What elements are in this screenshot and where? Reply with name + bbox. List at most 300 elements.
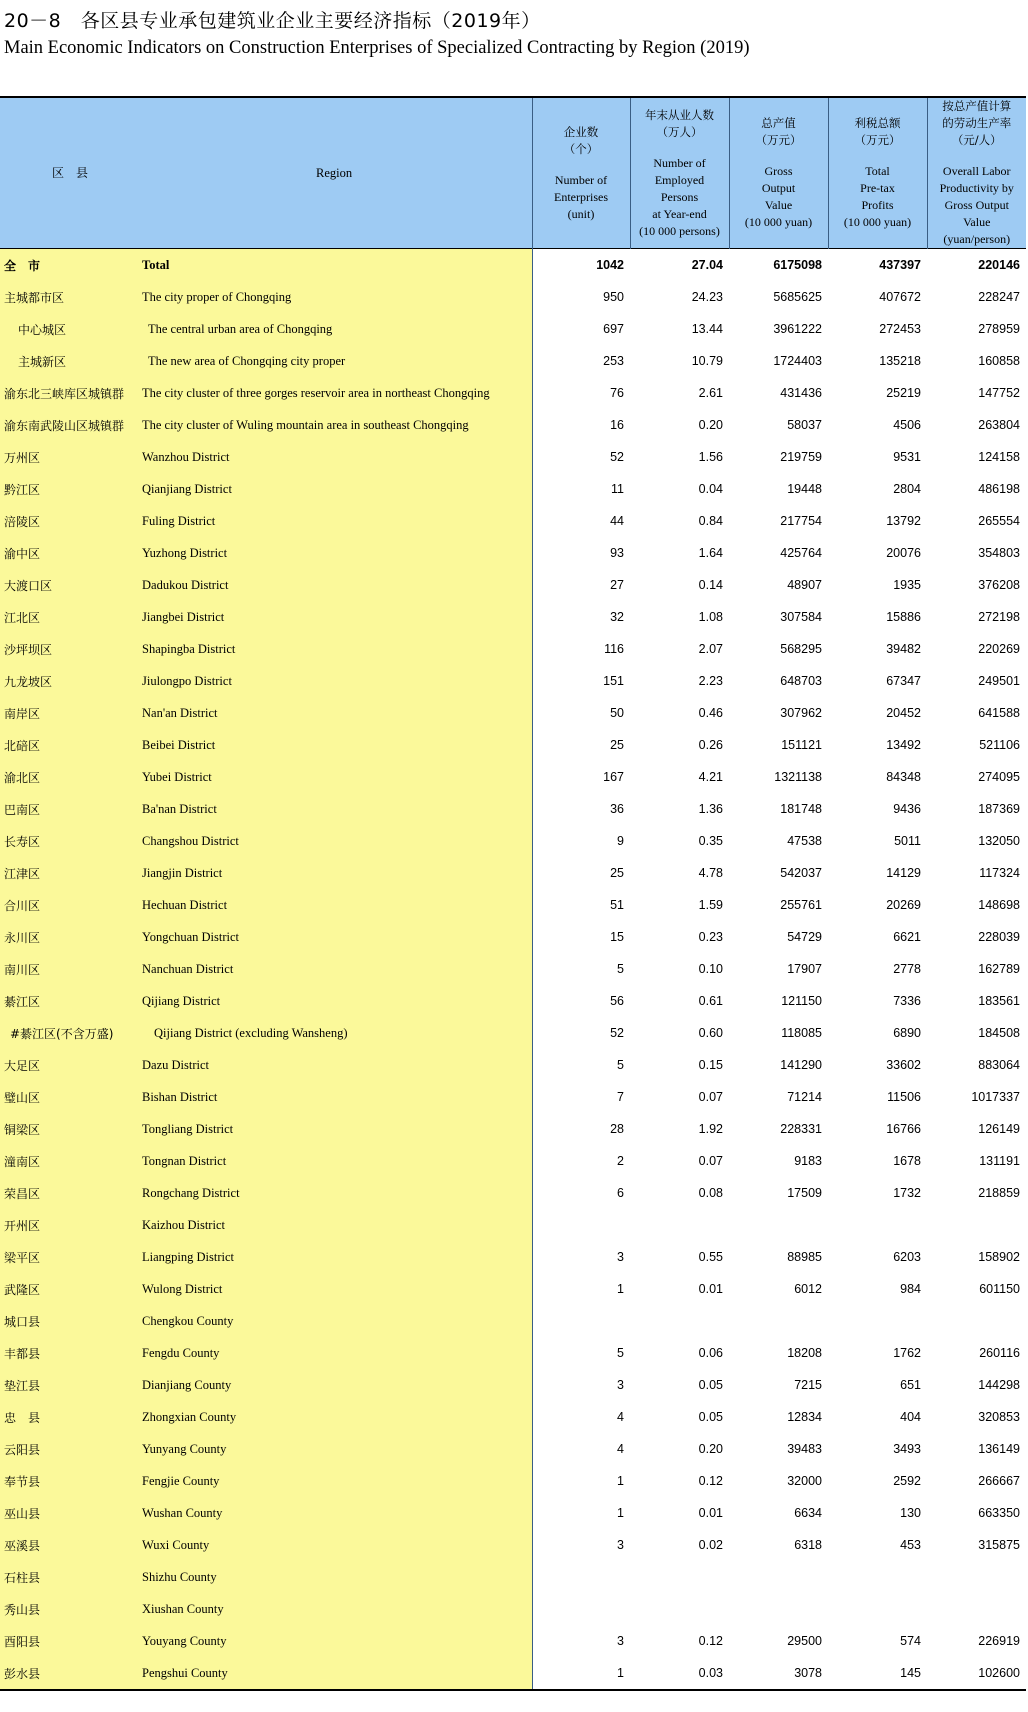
enterprises-cell: 50 [610, 706, 624, 720]
gross-output-cell: 1321138 [774, 770, 822, 784]
region-name-zh: 九龙坡区 [0, 665, 134, 697]
region-name-zh: 潼南区 [0, 1145, 134, 1177]
pretax-profits-cell: 407672 [879, 290, 921, 304]
employed-cell: 1.92 [698, 1122, 723, 1136]
header-pretax-profits-en: Total Pre-tax Profits (10 000 yuan) [843, 164, 912, 229]
indicators-table [0, 96, 1026, 1691]
header-gross-output [729, 97, 828, 249]
table-row [0, 1401, 1026, 1433]
header-enterprises [532, 97, 630, 249]
gross-output-cell: 425764 [780, 546, 822, 560]
pretax-profits-cell: 130 [900, 1506, 921, 1520]
table-row [0, 1465, 1026, 1497]
labor-productivity-cell: 162789 [978, 962, 1020, 976]
region-name-en: Yongchuan District [134, 921, 532, 953]
pretax-profits-cell: 2592 [893, 1474, 921, 1488]
table-row [0, 1241, 1026, 1273]
region-name-zh: 永川区 [0, 921, 134, 953]
pretax-profits-cell: 5011 [894, 834, 921, 848]
employed-cell: 0.84 [698, 514, 723, 528]
enterprises-cell: 4 [617, 1442, 624, 1456]
enterprises-cell: 167 [603, 770, 624, 784]
gross-output-cell: 3961222 [773, 322, 822, 336]
labor-productivity-cell: 144298 [978, 1378, 1020, 1392]
enterprises-cell: 15 [610, 930, 624, 944]
table-row [0, 761, 1026, 793]
employed-cell: 0.23 [698, 930, 723, 944]
labor-productivity-cell: 266667 [978, 1474, 1020, 1488]
labor-productivity-cell: 278959 [978, 322, 1020, 336]
gross-output-cell: 29500 [787, 1634, 822, 1648]
table-row [0, 1337, 1026, 1369]
table-row [0, 1593, 1026, 1625]
table-row [0, 1529, 1026, 1561]
table-row [0, 697, 1026, 729]
enterprises-cell: 44 [610, 514, 624, 528]
gross-output-cell: 219759 [780, 450, 822, 464]
gross-output-cell: 118085 [781, 1026, 822, 1040]
header-labor-productivity-en: Overall Labor Productivity by Gross Output Value (yuan/person) [939, 164, 1014, 246]
gross-output-cell: 12834 [787, 1410, 822, 1424]
region-name-zh: 渝中区 [0, 537, 134, 569]
gross-output-cell [729, 1593, 828, 1625]
labor-productivity-cell: 226919 [978, 1634, 1020, 1648]
region-name-en: Rongchang District [134, 1177, 532, 1209]
labor-productivity-cell: 131191 [979, 1154, 1020, 1168]
pretax-profits-cell: 16766 [886, 1122, 921, 1136]
labor-productivity-cell: 274095 [978, 770, 1020, 784]
employed-cell: 0.14 [698, 578, 723, 592]
pretax-profits-cell: 13792 [886, 514, 921, 528]
employed-cell: 0.20 [698, 1442, 723, 1456]
enterprises-cell: 9 [617, 834, 624, 848]
region-name-zh: 渝东北三峡库区城镇群 [0, 377, 134, 409]
enterprises-cell: 11 [611, 482, 624, 496]
labor-productivity-cell: 601150 [979, 1282, 1020, 1296]
table-row [0, 1369, 1026, 1401]
region-name-zh: 大足区 [0, 1049, 134, 1081]
header-labor-productivity-zh: 按总产值计算 的劳动生产率 （元/人） [942, 99, 1012, 147]
region-name-zh: 北碚区 [0, 729, 134, 761]
pretax-profits-cell: 6890 [893, 1026, 921, 1040]
region-name-zh: 江北区 [0, 601, 134, 633]
enterprises-cell: 36 [610, 802, 624, 816]
enterprises-cell: 27 [610, 578, 624, 592]
labor-productivity-cell: 124158 [978, 450, 1020, 464]
table-row [0, 441, 1026, 473]
employed-cell: 0.05 [698, 1410, 723, 1424]
labor-productivity-cell: 132050 [978, 834, 1020, 848]
employed-cell: 0.01 [698, 1506, 723, 1520]
region-name-en: Wushan County [134, 1497, 532, 1529]
employed-cell: 27.04 [691, 258, 723, 272]
pretax-profits-cell: 6203 [893, 1250, 921, 1264]
pretax-profits-cell: 7336 [893, 994, 921, 1008]
pretax-profits-cell: 33602 [886, 1058, 921, 1072]
employed-cell: 13.44 [691, 322, 723, 336]
region-name-en: Tongliang District [134, 1113, 532, 1145]
employed-cell: 1.59 [698, 898, 723, 912]
gross-output-cell: 1724403 [773, 354, 822, 368]
gross-output-cell: 17907 [787, 962, 822, 976]
pretax-profits-cell: 1935 [893, 578, 921, 592]
region-name-en: Dianjiang County [134, 1369, 532, 1401]
header-employed-zh: 年末从业人数 （万人） [645, 107, 714, 139]
enterprises-cell: 5 [617, 962, 624, 976]
enterprises-cell: 3 [617, 1538, 624, 1552]
region-name-en: The city cluster of three gorges reservoir area in northeast Chongqing [134, 377, 532, 409]
region-name-zh: 渝北区 [0, 761, 134, 793]
enterprises-cell: 76 [610, 386, 624, 400]
enterprises-cell: 3 [617, 1250, 624, 1264]
region-name-zh: 石柱县 [0, 1561, 134, 1593]
gross-output-cell [729, 1209, 828, 1241]
employed-cell: 2.61 [698, 386, 723, 400]
employed-cell: 0.60 [698, 1026, 723, 1040]
region-name-en: Changshou District [134, 825, 532, 857]
gross-output-cell: 58037 [787, 418, 822, 432]
region-name-en: Jiulongpo District [134, 665, 532, 697]
pretax-profits-cell [828, 1305, 927, 1337]
labor-productivity-cell: 218859 [978, 1186, 1020, 1200]
region-name-zh: 巫溪县 [0, 1529, 134, 1561]
header-gross-output-zh: 总产值 （万元） [755, 116, 802, 147]
employed-cell: 0.12 [698, 1634, 723, 1648]
region-name-en: Fengjie County [134, 1465, 532, 1497]
employed-cell: 0.26 [698, 738, 723, 752]
table-row [0, 601, 1026, 633]
enterprises-cell [532, 1561, 630, 1593]
table-row [0, 409, 1026, 441]
enterprises-cell: 1 [617, 1474, 624, 1488]
table-row [0, 985, 1026, 1017]
region-name-en: The city proper of Chongqing [134, 281, 532, 313]
pretax-profits-cell: 11506 [887, 1090, 921, 1104]
gross-output-cell: 6634 [794, 1506, 822, 1520]
region-name-zh: 奉节县 [0, 1465, 134, 1497]
region-name-en: Hechuan District [134, 889, 532, 921]
employed-cell: 0.03 [698, 1666, 723, 1680]
labor-productivity-cell: 228247 [978, 290, 1020, 304]
pretax-profits-cell: 574 [900, 1634, 921, 1648]
table-row [0, 1081, 1026, 1113]
labor-productivity-cell: 220146 [978, 258, 1020, 272]
gross-output-cell [729, 1561, 828, 1593]
gross-output-cell: 71214 [787, 1090, 822, 1104]
pretax-profits-cell: 20269 [886, 898, 921, 912]
table-row [0, 345, 1026, 377]
table-row [0, 793, 1026, 825]
region-name-zh: 主城新区 [0, 345, 134, 377]
labor-productivity-cell: 315875 [978, 1538, 1020, 1552]
pretax-profits-cell: 2804 [893, 482, 921, 496]
labor-productivity-cell: 220269 [978, 642, 1020, 656]
region-name-zh: #綦江区(不含万盛) [0, 1017, 134, 1049]
pretax-profits-cell: 15886 [886, 610, 921, 624]
table-row [0, 281, 1026, 313]
employed-cell: 0.08 [698, 1186, 723, 1200]
table-row [0, 1657, 1026, 1690]
region-name-en: Jiangbei District [134, 601, 532, 633]
region-name-en: Ba'nan District [134, 793, 532, 825]
employed-cell: 0.61 [698, 994, 723, 1008]
gross-output-cell: 181748 [780, 802, 822, 816]
employed-cell: 0.35 [698, 834, 723, 848]
table-row [0, 1625, 1026, 1657]
labor-productivity-cell: 260116 [979, 1346, 1020, 1360]
gross-output-cell: 7215 [794, 1378, 822, 1392]
enterprises-cell: 25 [610, 866, 624, 880]
employed-cell: 0.10 [698, 962, 723, 976]
region-name-en: Zhongxian County [134, 1401, 532, 1433]
region-name-en: Yubei District [134, 761, 532, 793]
region-name-en: Bishan District [134, 1081, 532, 1113]
labor-productivity-cell: 158902 [978, 1250, 1020, 1264]
enterprises-cell: 950 [603, 290, 624, 304]
labor-productivity-cell: 126149 [978, 1122, 1020, 1136]
employed-cell: 0.07 [698, 1154, 723, 1168]
header-employed [630, 97, 729, 249]
employed-cell: 0.46 [698, 706, 723, 720]
pretax-profits-cell [828, 1593, 927, 1625]
region-name-en: Shapingba District [134, 633, 532, 665]
region-name-zh: 渝东南武陵山区城镇群 [0, 409, 134, 441]
pretax-profits-cell: 4506 [893, 418, 921, 432]
labor-productivity-cell: 486198 [978, 482, 1020, 496]
labor-productivity-cell: 263804 [978, 418, 1020, 432]
region-name-en: Youyang County [134, 1625, 532, 1657]
enterprises-cell: 151 [603, 674, 624, 688]
table-row [0, 1561, 1026, 1593]
employed-cell [630, 1209, 729, 1241]
region-name-zh: 黔江区 [0, 473, 134, 505]
employed-cell: 0.55 [698, 1250, 723, 1264]
labor-productivity-cell: 272198 [978, 610, 1020, 624]
region-name-en: Beibei District [134, 729, 532, 761]
table-row [0, 1209, 1026, 1241]
enterprises-cell: 6 [617, 1186, 624, 1200]
enterprises-cell: 3 [617, 1378, 624, 1392]
pretax-profits-cell: 1732 [893, 1186, 921, 1200]
region-name-en: Nanchuan District [134, 953, 532, 985]
region-name-zh: 云阳县 [0, 1433, 134, 1465]
header-enterprises-en: Number of Enterprises (unit) [554, 172, 608, 221]
region-name-zh: 綦江区 [0, 985, 134, 1017]
employed-cell: 4.21 [698, 770, 723, 784]
table-row [0, 953, 1026, 985]
header-gross-output-en: Gross Output Value (10 000 yuan) [744, 164, 813, 229]
enterprises-cell: 4 [617, 1410, 624, 1424]
gross-output-cell: 648703 [780, 674, 822, 688]
header-region-en: Region [134, 97, 532, 249]
region-name-en: Wanzhou District [134, 441, 532, 473]
labor-productivity-cell: 376208 [978, 578, 1020, 592]
pretax-profits-cell: 3493 [893, 1442, 921, 1456]
region-name-zh: 中心城区 [0, 313, 134, 345]
employed-cell: 1.64 [698, 546, 723, 560]
header-pretax-profits [828, 97, 927, 249]
region-name-en: Wuxi County [134, 1529, 532, 1561]
header-labor-productivity [927, 97, 1026, 249]
labor-productivity-cell [927, 1593, 1026, 1625]
region-name-zh: 全 市 [0, 249, 134, 282]
pretax-profits-cell: 9436 [893, 802, 921, 816]
table-body [0, 249, 1026, 1691]
enterprises-cell: 7 [617, 1090, 624, 1104]
labor-productivity-cell: 883064 [978, 1058, 1020, 1072]
enterprises-cell: 5 [617, 1346, 624, 1360]
employed-cell [630, 1561, 729, 1593]
gross-output-cell: 19448 [787, 482, 822, 496]
employed-cell: 0.12 [698, 1474, 723, 1488]
region-name-en: Xiushan County [134, 1593, 532, 1625]
enterprises-cell: 52 [610, 450, 624, 464]
region-name-zh: 开州区 [0, 1209, 134, 1241]
employed-cell: 0.07 [698, 1090, 723, 1104]
gross-output-cell: 255761 [780, 898, 822, 912]
gross-output-cell: 88985 [787, 1250, 822, 1264]
region-name-zh: 璧山区 [0, 1081, 134, 1113]
table-row [0, 473, 1026, 505]
table-row [0, 249, 1026, 282]
table-row [0, 537, 1026, 569]
header-pretax-profits-zh: 利税总额 （万元） [854, 116, 901, 147]
pretax-profits-cell: 67347 [886, 674, 921, 688]
enterprises-cell: 5 [617, 1058, 624, 1072]
region-name-en: Qijiang District [134, 985, 532, 1017]
pretax-profits-cell: 14129 [886, 866, 921, 880]
pretax-profits-cell: 13492 [886, 738, 921, 752]
gross-output-cell: 6012 [794, 1282, 822, 1296]
region-name-zh: 城口县 [0, 1305, 134, 1337]
region-name-zh: 忠 县 [0, 1401, 134, 1433]
pretax-profits-cell: 20076 [886, 546, 921, 560]
table-row [0, 1433, 1026, 1465]
table-row [0, 665, 1026, 697]
region-name-en: Fengdu County [134, 1337, 532, 1369]
gross-output-cell: 568295 [780, 642, 822, 656]
labor-productivity-cell [927, 1209, 1026, 1241]
employed-cell: 4.78 [698, 866, 723, 880]
table-row [0, 313, 1026, 345]
enterprises-cell [532, 1305, 630, 1337]
region-name-zh: 南岸区 [0, 697, 134, 729]
enterprises-cell: 25 [610, 738, 624, 752]
employed-cell: 24.23 [691, 290, 723, 304]
employed-cell: 0.06 [698, 1346, 723, 1360]
labor-productivity-cell: 102600 [978, 1666, 1020, 1680]
labor-productivity-cell: 148698 [978, 898, 1020, 912]
region-name-en: Fuling District [134, 505, 532, 537]
enterprises-cell [532, 1209, 630, 1241]
pretax-profits-cell: 453 [900, 1538, 921, 1552]
employed-cell [630, 1593, 729, 1625]
labor-productivity-cell: 183561 [978, 994, 1020, 1008]
table-row [0, 729, 1026, 761]
region-name-zh: 铜梁区 [0, 1113, 134, 1145]
region-name-zh: 大渡口区 [0, 569, 134, 601]
region-name-en: Qijiang District (excluding Wansheng) [134, 1017, 532, 1049]
gross-output-cell: 6318 [794, 1538, 822, 1552]
enterprises-cell: 3 [617, 1634, 624, 1648]
gross-output-cell: 307962 [780, 706, 822, 720]
enterprises-cell: 28 [610, 1122, 624, 1136]
region-name-en: Jiangjin District [134, 857, 532, 889]
region-name-en: Liangping District [134, 1241, 532, 1273]
region-name-en: The central urban area of Chongqing [134, 313, 532, 345]
region-name-zh: 秀山县 [0, 1593, 134, 1625]
table-row [0, 1177, 1026, 1209]
employed-cell: 10.79 [691, 354, 723, 368]
labor-productivity-cell [927, 1305, 1026, 1337]
enterprises-cell: 253 [603, 354, 624, 368]
table-row [0, 889, 1026, 921]
gross-output-cell: 9183 [794, 1154, 822, 1168]
enterprises-cell: 93 [610, 546, 624, 560]
enterprises-cell: 1 [617, 1666, 624, 1680]
region-name-en: Pengshui County [134, 1657, 532, 1690]
gross-output-cell: 3078 [794, 1666, 822, 1680]
enterprises-cell: 52 [610, 1026, 624, 1040]
table-row [0, 377, 1026, 409]
region-name-zh: 酉阳县 [0, 1625, 134, 1657]
header-employed-en: Number of Employed Persons at Year-end (10 000 persons) [639, 155, 720, 238]
pretax-profits-cell: 9531 [893, 450, 921, 464]
table-row [0, 1049, 1026, 1081]
employed-cell [630, 1305, 729, 1337]
table-row [0, 1113, 1026, 1145]
gross-output-cell: 228331 [780, 1122, 822, 1136]
region-name-zh: 丰都县 [0, 1337, 134, 1369]
gross-output-cell [729, 1305, 828, 1337]
enterprises-cell: 16 [610, 418, 624, 432]
gross-output-cell: 5685625 [773, 290, 822, 304]
region-name-en: Yunyang County [134, 1433, 532, 1465]
enterprises-cell: 1042 [596, 258, 624, 272]
employed-cell: 1.56 [698, 450, 723, 464]
region-name-en: Chengkou County [134, 1305, 532, 1337]
employed-cell: 0.15 [698, 1058, 723, 1072]
labor-productivity-cell: 184508 [978, 1026, 1020, 1040]
pretax-profits-cell: 135218 [879, 354, 921, 368]
labor-productivity-cell: 187369 [978, 802, 1020, 816]
region-name-zh: 巫山县 [0, 1497, 134, 1529]
pretax-profits-cell: 272453 [879, 322, 921, 336]
enterprises-cell: 1 [617, 1282, 624, 1296]
header-region-zh: 区 县 [0, 97, 134, 249]
region-name-zh: 万州区 [0, 441, 134, 473]
enterprises-cell: 116 [604, 642, 624, 656]
region-name-en: Qianjiang District [134, 473, 532, 505]
employed-cell: 0.20 [698, 418, 723, 432]
region-name-zh: 江津区 [0, 857, 134, 889]
pretax-profits-cell: 984 [900, 1282, 921, 1296]
gross-output-cell: 18208 [787, 1346, 822, 1360]
pretax-profits-cell: 39482 [886, 642, 921, 656]
table-row [0, 505, 1026, 537]
employed-cell: 1.08 [698, 610, 723, 624]
employed-cell: 0.01 [698, 1282, 723, 1296]
labor-productivity-cell: 521106 [979, 738, 1020, 752]
labor-productivity-cell: 663350 [978, 1506, 1020, 1520]
labor-productivity-cell: 320853 [978, 1410, 1020, 1424]
enterprises-cell: 56 [610, 994, 624, 1008]
table-row [0, 633, 1026, 665]
enterprises-cell: 32 [610, 610, 624, 624]
pretax-profits-cell: 2778 [893, 962, 921, 976]
table-row [0, 921, 1026, 953]
pretax-profits-cell: 25219 [886, 386, 921, 400]
